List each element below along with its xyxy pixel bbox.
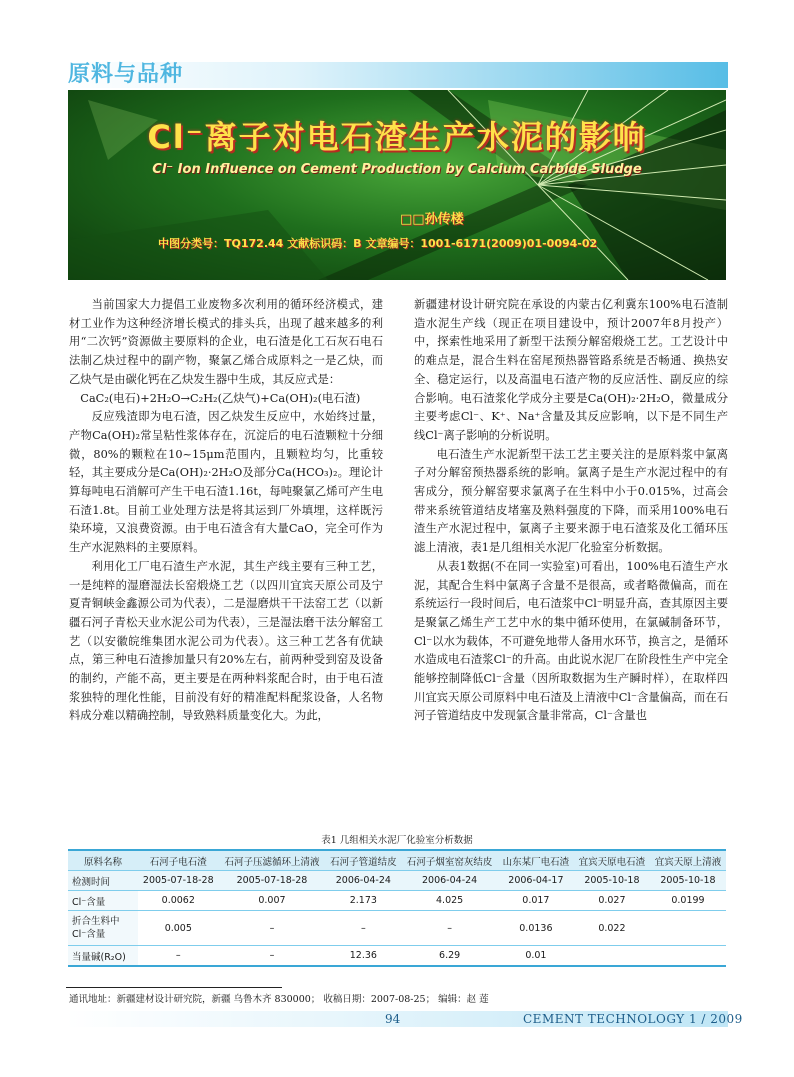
table-cell: 0.0062 <box>138 891 219 911</box>
table-caption: 表1 几组相关水泥厂化验室分析数据 <box>321 835 473 846</box>
table-cell: – <box>219 911 326 946</box>
table-header-cell: 宜宾天原上清液 <box>650 850 726 871</box>
paragraph: 从表1数据(不在同一实验室)可看出，100%电石渣生产水泥，其配合生料中氯离子含量不是很高，或者略微偏高，而在系统运行一段时间后，电石渣浆中Cl⁻明显升高，查其原因主要是聚氯乙烯生产工艺中水的集中循环使用，在氯碱制备环节，Cl⁻以水为载体，不可避免地带人备用水环节，换言之，是循环水造成电石渣浆Cl⁻的升高。由此说水泥厂在阶段性生产中完全能够控制降低Cl⁻含量（因所取数据为生产瞬时样），在取样四川宜宾天原公司原料中电石渣及上清液中Cl⁻含量偏高，而在石河子管道结皮中发现氯含量非常高，Cl⁻含量也 <box>414 559 728 723</box>
table-cell: – <box>401 911 498 946</box>
table-row <box>68 891 726 911</box>
table-cell: 0.027 <box>574 891 650 911</box>
table-cell: 0.007 <box>219 891 326 911</box>
table-cell: 2.173 <box>325 891 401 911</box>
table-row-label: 折合生料中 Cl⁻含量 <box>68 911 138 946</box>
table-cell <box>574 946 650 967</box>
table-cell: 0.017 <box>498 891 574 911</box>
table-cell: 0.022 <box>574 911 650 946</box>
table-cell: – <box>219 946 326 967</box>
reaction-formula: CaC₂(电石)+2H₂O→C₂H₂(乙炔气)+Ca(OH)₂(电石渣) <box>80 391 361 405</box>
table-cell: 2006-04-24 <box>325 871 401 891</box>
table-cell: 2005-07-18-28 <box>138 871 219 891</box>
table-cell: 2005-10-18 <box>650 871 726 891</box>
table-cell: 2006-04-24 <box>401 871 498 891</box>
table-header-cell: 山东某厂电石渣 <box>498 850 574 871</box>
table-row <box>68 946 726 967</box>
article-english-title: Cl⁻ Ion Influence on Cement Production by Calcium Carbide Sludge <box>152 162 642 177</box>
table-row-label: Cl⁻含量 <box>68 891 138 911</box>
body-column-left <box>69 296 383 726</box>
table-header-cell: 原料名称 <box>68 850 138 871</box>
section-title: 原料与品种 <box>68 62 184 87</box>
classification-line: 中图分类号：TQ172.44 文献标识码：B 文章编号：1001-6171(2009)01-0094-02 <box>158 237 598 250</box>
lab-data-table <box>68 849 726 967</box>
paragraph: 新疆建材设计研究院在承设的内蒙古亿利冀东100%电石渣制造水泥生产线（现正在项目建设中，预计2007年8月投产）中，探索性地采用了新型干法预分解窑煅烧工艺。工艺设计中的难点是，混合生料在窑尾预热器管路系统是否畅通、换热安全、稳定运行，以及高温电石渣产物的反应活性、副反应的综合影响。电石渣浆化学成分主要是Ca(OH)₂·2H₂O，微量成分主要考虑Cl⁻、K⁺、Na⁺含量及其反应影响，以下是不同生产线Cl⁻离子影响的分析说明。 <box>414 298 728 442</box>
paragraph: 反应残渣即为电石渣，因乙炔发生反应中，水始终过量，产物Ca(OH)₂常呈粘性浆体存在，沉淀后的电石渣颗粒十分细微，80%的颗粒在10~15μm范围内，且颗粒均匀，比重较轻，其主要成分是Ca(OH)₂·2H₂O及部分Ca(HCO₃)₂。理论计算每吨电石消解可产生干电石渣1.16t，每吨聚氯乙烯可产生电石渣1.8t。目前工业处理方法是将其运到厂外填埋，这样既污染环境，又浪费资源。由于电石渣含有大量CaO，完全可作为生产水泥熟料的主要原料。 <box>69 410 383 555</box>
paragraph: 当前国家大力提倡工业废物多次利用的循环经济模式，建材工业作为这种经济增长模式的排头兵，出现了越来越多的利用“二次钙”资源做主要原料的企业，电石渣是化工石灰石电石法制乙炔过程中的副产物，聚氯乙烯合成原料之一是乙炔，而乙炔气是由碳化钙在乙炔发生器中生成，其反应式是： <box>69 298 383 386</box>
table-header-cell: 石河子烟室窑灰结皮 <box>401 850 498 871</box>
footnote: 通讯地址：新疆建材设计研究院，新疆 乌鲁木齐 830000； 收稿日期：2007-08-25； 编辑：赵 莲 <box>69 994 489 1005</box>
journal-name: CEMENT TECHNOLOGY 1 / 2009 <box>523 1012 743 1026</box>
table-cell: – <box>138 946 219 967</box>
table-cell: 0.0199 <box>650 891 726 911</box>
table-cell: 12.36 <box>325 946 401 967</box>
table-cell <box>650 911 726 946</box>
table-cell: 0.005 <box>138 911 219 946</box>
table-cell <box>650 946 726 967</box>
table-cell: 2006-04-17 <box>498 871 574 891</box>
table-header-cell: 宜宾天原电石渣 <box>574 850 650 871</box>
page-number: 94 <box>385 1012 401 1026</box>
paragraph: 利用化工厂电石渣生产水泥，其生产线主要有三种工艺，一是纯粹的湿磨湿法长窑煅烧工艺（以四川宜宾天原公司及宁夏青铜峡金鑫源公司为代表），二是湿磨烘干干法窑工艺（以新疆石河子青松天业水泥公司为代表），三是湿法磨干法分解窑工艺（以安徽皖维集团水泥公司为代表）。这三种工艺各有优缺点，第三种电石渣掺加量只有20%左右，前两种受到窑及设备的制约，产能不高，更主要是在两种料浆配合时，由于电石渣浆独特的理化性能，目前没有好的精准配料配浆设备，人名物料成分难以精确控制，导致熟料质量变化大。为此， <box>69 559 383 723</box>
table-header-row <box>68 850 726 871</box>
body-column-right <box>414 296 728 726</box>
article-author: □□孙传楼 <box>400 212 464 227</box>
table-cell: 2005-10-18 <box>574 871 650 891</box>
table-row <box>68 871 726 891</box>
table-header-cell: 石河子管道结皮 <box>325 850 401 871</box>
table-header-cell: 石河子电石渣 <box>138 850 219 871</box>
table-row-label: 检测时间 <box>68 871 138 891</box>
table-cell: 6.29 <box>401 946 498 967</box>
article-title: Cl⁻离子对电石渣生产水泥的影响 <box>147 118 647 156</box>
footnote-divider <box>66 987 282 988</box>
table-cell: 0.01 <box>498 946 574 967</box>
table-row <box>68 911 726 946</box>
table-row-label: 当量碱(R₂O) <box>68 946 138 967</box>
table-header-cell: 石河子压滤循环上清液 <box>219 850 326 871</box>
paragraph: 电石渣生产水泥新型干法工艺主要关注的是原料浆中氯离子对分解窑预热器系统的影响。氯离子是生产水泥过程中的有害成分，预分解窑要求氯离子在生料中小于0.015%，过高会带来系统管道结皮堵塞及熟料强度的下降，而采用100%电石渣生产水泥过程中，氯离子主要来源于电石渣浆及化工循环压滤上清液，表1是几组相关水泥厂化验室分析数据。 <box>414 447 728 555</box>
table-cell: – <box>325 911 401 946</box>
article-banner <box>68 90 726 280</box>
table-cell: 4.025 <box>401 891 498 911</box>
table-cell: 0.0136 <box>498 911 574 946</box>
table-cell: 2005-07-18-28 <box>219 871 326 891</box>
